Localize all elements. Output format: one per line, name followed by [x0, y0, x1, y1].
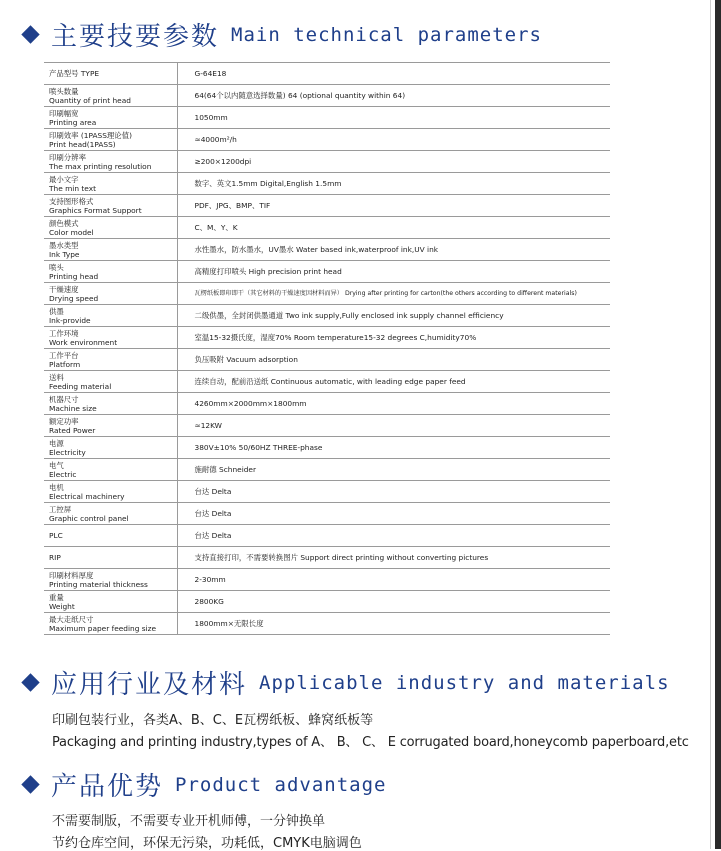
parameter-value: 二级供墨，全封闭供墨通道 Two ink supply,Fully enclosed ink supply channel efficiency [177, 305, 610, 327]
table-row [44, 459, 610, 481]
parameter-value: 数字、英文1.5mm Digital,English 1.5mm [177, 173, 610, 195]
parameter-label-en: Rated Power [49, 425, 96, 435]
parameter-label-cn: 印刷幅宽 [49, 108, 79, 118]
parameter-value: G-64E18 [177, 63, 610, 85]
parameter-value: 2-30mm [177, 569, 610, 591]
parameter-value: 380V±10% 50/60HZ THREE-phase [177, 437, 610, 459]
parameter-value: 施耐德 Schneider [177, 459, 610, 481]
parameter-label-cn: 印刷材料厚度 [49, 570, 94, 580]
parameter-label-cn: 墨水类型 [49, 240, 79, 250]
section-title-en: Product advantage [175, 773, 387, 796]
diamond-bullet-icon [21, 673, 39, 691]
parameter-label-cn: 送料 [49, 372, 64, 382]
parameter-label-en: Ink Type [49, 249, 80, 259]
parameter-label-cn: 喷头 [49, 262, 64, 272]
parameter-value: ≈12KW [177, 415, 610, 437]
parameters-table [44, 62, 610, 635]
table-row [44, 107, 610, 129]
table-row [44, 613, 610, 635]
parameter-label-cn: 喷头数量 [49, 86, 79, 96]
table-row [44, 63, 610, 85]
parameter-label-en: Work environment [49, 337, 118, 347]
parameter-label-en: The max printing resolution [49, 161, 152, 171]
parameter-value: 水性墨水，防水墨水，UV墨水 Water based ink,waterproof ink,UV ink [177, 239, 610, 261]
parameter-label-cn: PLC [49, 531, 63, 540]
section-title-cn: 主要技要参数 [51, 22, 220, 52]
parameter-label [44, 547, 177, 569]
parameter-label [44, 613, 177, 635]
parameter-label-en: Electric [49, 469, 77, 479]
parameter-value: 台达 Delta [177, 525, 610, 547]
parameter-label [44, 569, 177, 591]
parameter-value: C、M、Y、K [177, 217, 610, 239]
table-row [44, 547, 610, 569]
parameter-label [44, 481, 177, 503]
table-row [44, 415, 610, 437]
section-title-en: Applicable industry and materials [259, 671, 670, 694]
parameter-label-cn: 电机 [49, 482, 64, 492]
parameter-label-cn: 印刷分辨率 [49, 152, 86, 162]
parameter-label-en: Feeding material [49, 381, 112, 391]
parameter-value: 负压吸附 Vacuum adsorption [177, 349, 610, 371]
table-row [44, 371, 610, 393]
parameter-label-en: Graphic control panel [49, 513, 129, 523]
parameter-label-cn: 颜色模式 [49, 218, 79, 228]
section-title-cn: 应用行业及材料 [51, 670, 248, 700]
parameter-label-en: Printing head [49, 271, 99, 281]
parameter-label [44, 195, 177, 217]
parameter-label-en: Ink-provide [49, 315, 91, 325]
parameter-value: 高精度打印喷头 High precision print head [177, 261, 610, 283]
parameter-label-cn: 最大走纸尺寸 [49, 614, 94, 624]
parameter-value: 室温15-32摄氏度，湿度70% Room temperature15-32 degrees C,humidity70% [177, 327, 610, 349]
parameter-label [44, 349, 177, 371]
parameter-value: 台达 Delta [177, 481, 610, 503]
parameter-label [44, 63, 177, 85]
parameter-label-cn: 最小文字 [49, 174, 79, 184]
parameter-label-cn: 重量 [49, 592, 64, 602]
parameter-value: PDF、JPG、BMP、TIF [177, 195, 610, 217]
parameter-label-en: Weight [49, 601, 75, 611]
parameter-label-cn: 干燥速度 [49, 284, 79, 294]
parameter-label-cn: 供墨 [49, 306, 64, 316]
parameter-label [44, 327, 177, 349]
table-row [44, 283, 610, 305]
parameter-label [44, 283, 177, 305]
section-title-parameters [24, 16, 542, 53]
table-row [44, 591, 610, 613]
table-row [44, 151, 610, 173]
applications-text-en: Packaging and printing industry,types of A、 B、 C、 E corrugated board,honeycomb paperboard,etc [52, 735, 689, 750]
parameter-label [44, 107, 177, 129]
parameter-label-en: Electricity [49, 447, 86, 457]
parameter-label [44, 503, 177, 525]
applications-text-cn: 印刷包装行业，各类A、B、C、E瓦楞纸板、蜂窝纸板等 [52, 713, 374, 728]
table-row [44, 261, 610, 283]
table-row [44, 349, 610, 371]
parameter-label-cn: 工控屏 [49, 504, 72, 514]
table-row [44, 525, 610, 547]
section-title-applications [24, 664, 670, 701]
parameter-label [44, 371, 177, 393]
parameter-label [44, 459, 177, 481]
parameter-label-en: Maximum paper feeding size [49, 623, 157, 633]
diamond-bullet-icon [21, 775, 39, 793]
table-row [44, 129, 610, 151]
parameter-label [44, 591, 177, 613]
parameter-label [44, 415, 177, 437]
parameter-label [44, 393, 177, 415]
parameter-label-en: Quantity of print head [49, 95, 131, 105]
parameter-value: 64(64个以内随意选择数量) 64 (optional quantity within 64) [177, 85, 610, 107]
parameter-label [44, 173, 177, 195]
parameter-value: 台达 Delta [177, 503, 610, 525]
advantage-line-2: 节约仓库空间，环保无污染，功耗低，CMYK电脑调色 [52, 836, 362, 851]
page-edge-bar [715, 0, 721, 849]
parameter-label-en: Electrical machinery [49, 491, 125, 501]
parameter-label-cn: 电源 [49, 438, 64, 448]
parameter-label-en: The min text [49, 183, 96, 193]
parameter-value: 支持直接打印，不需要转换图片 Support direct printing without converting pictures [177, 547, 610, 569]
parameter-label-en: Graphics Format Support [49, 205, 142, 215]
parameter-label-cn: 电气 [49, 460, 64, 470]
parameter-value: 1050mm [177, 107, 610, 129]
table-row [44, 569, 610, 591]
table-row [44, 437, 610, 459]
parameter-label-en: Printing area [49, 117, 97, 127]
parameter-label-en: Platform [49, 359, 81, 369]
parameter-value: ≥200×1200dpi [177, 151, 610, 173]
table-row [44, 239, 610, 261]
table-row [44, 503, 610, 525]
parameter-label [44, 239, 177, 261]
parameter-label [44, 437, 177, 459]
parameter-label-en: Machine size [49, 403, 97, 413]
parameter-label-cn: 工作环境 [49, 328, 79, 338]
parameter-value: 连续自动，配前沿送纸 Continuous automatic, with leading edge paper feed [177, 371, 610, 393]
advantage-line-1: 不需要制版，不需要专业开机师傅，一分钟换单 [52, 814, 326, 829]
table-row [44, 173, 610, 195]
parameter-label-en: Drying speed [49, 293, 99, 303]
parameter-label [44, 305, 177, 327]
parameter-label-cn: 机器尺寸 [49, 394, 79, 404]
section-title-cn: 产品优势 [51, 772, 164, 802]
table-row [44, 327, 610, 349]
parameter-label [44, 129, 177, 151]
parameter-label-en: Color model [49, 227, 94, 237]
parameter-value: 2800KG [177, 591, 610, 613]
parameter-label-cn: 印刷效率 (1PASS理论值) [49, 130, 132, 140]
parameter-value: 1800mm×无限长度 [177, 613, 610, 635]
parameter-label [44, 85, 177, 107]
parameter-label [44, 261, 177, 283]
table-row [44, 305, 610, 327]
parameter-label [44, 525, 177, 547]
section-title-advantages [24, 766, 386, 803]
diamond-bullet-icon [21, 25, 39, 43]
table-row [44, 195, 610, 217]
parameter-label [44, 151, 177, 173]
table-row [44, 481, 610, 503]
page-edge-line [710, 0, 711, 849]
parameter-value: 瓦楞纸板即印即干（其它材料的干燥速度因材料而异） Drying after printing for carton(the others according to different materials) [177, 283, 610, 305]
section-title-en: Main technical parameters [231, 23, 542, 46]
parameter-label-cn: 支持图形格式 [49, 196, 94, 206]
table-row [44, 217, 610, 239]
parameter-value: ≈4000m²/h [177, 129, 610, 151]
parameter-label-cn: 产品型号 TYPE [49, 69, 100, 78]
parameter-value: 4260mm×2000mm×1800mm [177, 393, 610, 415]
parameter-label-en: Printing material thickness [49, 579, 148, 589]
table-row [44, 393, 610, 415]
parameter-label [44, 217, 177, 239]
parameter-label-en: Print head(1PASS) [49, 139, 116, 149]
parameter-label-cn: 额定功率 [49, 416, 79, 426]
parameter-label-cn: 工作平台 [49, 350, 79, 360]
table-row [44, 85, 610, 107]
parameter-label-cn: RIP [49, 553, 61, 562]
